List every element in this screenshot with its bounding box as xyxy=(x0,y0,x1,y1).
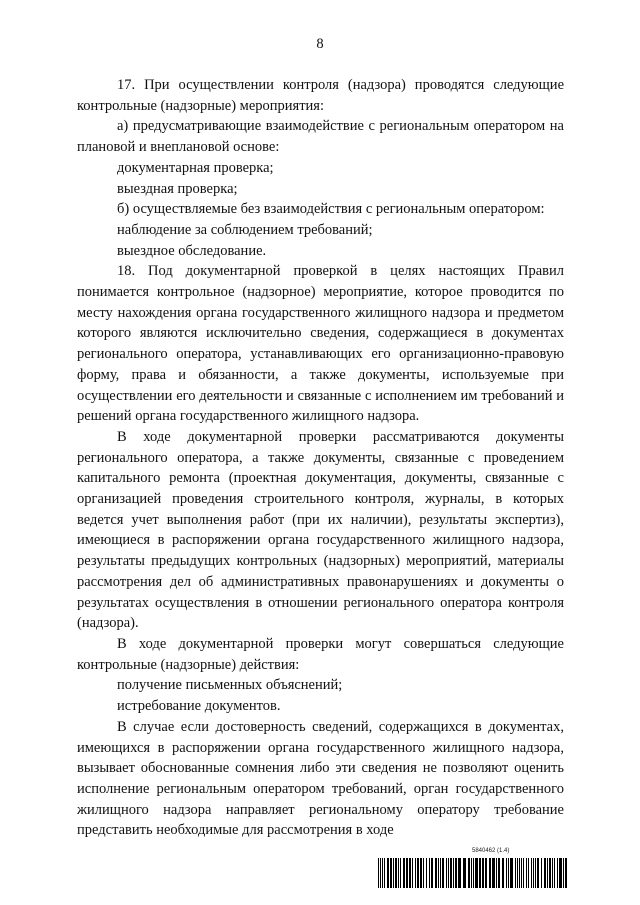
paragraph: выездная проверка; xyxy=(117,180,238,197)
document-body xyxy=(77,75,564,841)
paragraph: 18. Под документарной проверкой в целях настоящих Правил понимается контрольное (надзорное) мероприятие, которое проводится по месту нахождения органа государственного жилищного надзора и предметом которого являются исключительно сведения, содержащиеся в документах регионального оператора, устанавливающих его организационно-правовую форму, права и обязанности, а также документы, используемые при осуществлении его деятельности и связанные с исполнением им требований и решений органа государственного жилищного надзора. xyxy=(77,263,564,425)
paragraph: В случае если достоверность сведений, содержащихся в документах, имеющихся в распоряжении органа государственного жилищного надзора, вызывает обоснованные сомнения либо эти сведения не позволяют оценить исполнение региональным оператором требований, орган государственного жилищного надзора направляет региональному оператору требование представить необходимые для рассмотрения в ходе xyxy=(77,718,564,839)
document-stamp xyxy=(378,848,568,890)
stamp-code: 5840462 (1.4) xyxy=(472,848,510,854)
paragraph: а) предусматривающие взаимодействие с региональным оператором на плановой и внеплановой основе: xyxy=(77,118,564,156)
paragraph: выездное обследование. xyxy=(117,242,267,259)
paragraph: истребование документов. xyxy=(117,698,281,715)
paragraph: документарная проверка; xyxy=(117,159,274,176)
paragraph: наблюдение за соблюдением требований; xyxy=(117,221,373,238)
paragraph: В ходе документарной проверки рассматриваются документы регионального оператора, а также документы, связанные с проведением капитального ремонта (проектная документация, документы, связанные с организацией проведения строительного контроля, журналы, в которых ведется учет выполнения работ (при их наличии), результаты экспертиз), имеющиеся в распоряжении органа государственного жилищного надзора, результаты предыдущих контрольных (надзорных) мероприятий, материалы рассмотрения дел об административных правонарушениях и документы о результатах осуществления в отношении регионального оператора контроля (надзора). xyxy=(77,428,564,632)
paragraph: В ходе документарной проверки могут совершаться следующие контрольные (надзорные) действия: xyxy=(77,635,564,673)
barcode-icon xyxy=(378,858,568,888)
paragraph: б) осуществляемые без взаимодействия с региональным оператором: xyxy=(117,201,545,218)
paragraph: 17. При осуществлении контроля (надзора) проводятся следующие контрольные (надзорные) мероприятия: xyxy=(77,77,564,114)
page-number: 8 xyxy=(316,36,324,52)
paragraph: получение письменных объяснений; xyxy=(117,677,343,694)
